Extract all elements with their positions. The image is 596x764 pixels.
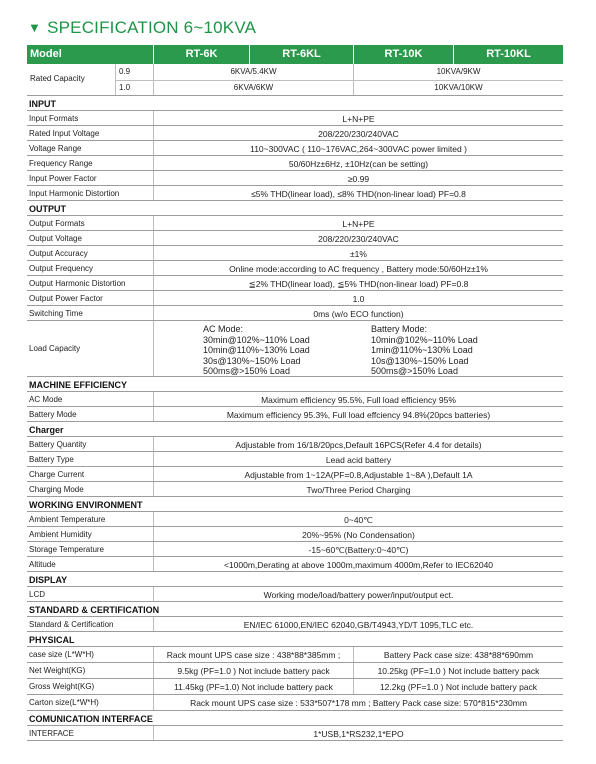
- spec-value: Maximum efficiency 95.3%, Full load effciency 94.8%(20pcs batteries): [226, 410, 491, 420]
- page-title: [28, 18, 256, 38]
- spec-row: [27, 156, 563, 171]
- section-title: DISPLAY: [29, 575, 68, 585]
- spec-label: Output Frequency: [29, 264, 94, 273]
- spec-row: [27, 276, 563, 291]
- spec-label: Net Weight(KG): [29, 666, 86, 675]
- section-input: [27, 96, 563, 111]
- capacity-10k-value: 10KVA/10KW: [434, 83, 483, 92]
- section-title: WORKING ENVIRONMENT: [29, 500, 143, 510]
- section-charger: [27, 422, 563, 437]
- spec-value: Online mode:according to AC frequency , Battery mode:50/60Hz±1%: [229, 264, 488, 274]
- spec-label: Output Power Factor: [29, 294, 103, 303]
- spec-label: Output Harmonic Distortion: [29, 279, 126, 288]
- section-title: COMUNICATION INTERFACE: [29, 714, 153, 724]
- spec-row: [27, 231, 563, 246]
- spec-label: Charging Mode: [29, 485, 84, 494]
- section-title: INPUT: [29, 99, 56, 109]
- spec-value: 1*USB,1*RS232,1*EPO: [313, 729, 404, 739]
- spec-row: [27, 542, 563, 557]
- spec-value: 208/220/230/240VAC: [318, 234, 399, 244]
- load-line: 30s@130%~150% Load: [203, 355, 301, 366]
- spec-value: Maximum efficiency 95.5%, Full load efficiency 95%: [261, 395, 456, 405]
- load-line: 1min@110%~130% Load: [371, 345, 473, 355]
- load-line: 500ms@>150% Load: [203, 366, 290, 376]
- spec-row: [27, 647, 563, 663]
- spec-value: -15~60℃(Battery:0~40℃): [308, 545, 409, 555]
- spec-row: [27, 407, 563, 422]
- divider: [115, 80, 563, 81]
- spec-value: Adjustable from 1~12A(PF=0.8,Adjustable 1~8A ),Default 1A: [244, 470, 473, 480]
- section-display: [27, 572, 563, 587]
- header-col-rt6k: RT-6K: [185, 48, 218, 60]
- spec-value: ≦2% THD(linear load), ≦5% THD(non-linear load) PF=0.8: [248, 279, 469, 289]
- spec-label: Ambient Humidity: [29, 530, 92, 539]
- spec-row: [27, 141, 563, 156]
- spec-row: [27, 111, 563, 126]
- spec-row: [27, 617, 563, 632]
- header-col-rt6kl: RT-6KL: [282, 48, 321, 60]
- spec-value: Two/Three Period Charging: [306, 485, 411, 495]
- section-interface: [27, 711, 563, 726]
- spec-label: AC Mode: [29, 395, 63, 404]
- spec-label: Output Accuracy: [29, 249, 88, 258]
- spec-row: [27, 527, 563, 542]
- load-line: 10min@102%~110% Load: [371, 334, 478, 345]
- spec-label: Battery Quantity: [29, 440, 87, 449]
- spec-label: Ambient Temperature: [29, 515, 106, 524]
- spec-label: case size (L*W*H): [29, 650, 94, 659]
- pf-value: 0.9: [119, 67, 131, 76]
- spec-label: LCD: [29, 590, 46, 599]
- section-working-environment: [27, 497, 563, 512]
- section-title: STANDARD & CERTIFICATION: [29, 605, 160, 615]
- spec-label: Charge Current: [29, 470, 85, 479]
- load-line: 500ms@>150% Load: [371, 366, 458, 376]
- spec-value-10k: Battery Pack case size: 438*88*690mm: [383, 650, 534, 660]
- capacity-10k-value: 10KVA/9KW: [436, 67, 481, 76]
- spec-label: Gross Weight(KG): [29, 682, 95, 691]
- header-model: Model: [30, 48, 62, 60]
- spec-value: ≤5% THD(linear load), ≤8% THD(non-linear load) PF=0.8: [251, 189, 466, 199]
- section-title: MACHINE EFFICIENCY: [29, 380, 128, 390]
- header-col-rt10kl: RT-10KL: [486, 48, 531, 60]
- spec-label: Output Formats: [29, 219, 85, 228]
- rated-capacity-row: [27, 64, 563, 96]
- section-output: [27, 201, 563, 216]
- load-ac-mode: [203, 324, 310, 377]
- rated-capacity-label: Rated Capacity: [30, 74, 85, 83]
- spec-value: L+N+PE: [342, 219, 375, 229]
- spec-label: Switching Time: [29, 309, 83, 318]
- spec-row: [27, 679, 563, 695]
- spec-value-10k: 10.25kg (PF=1.0 ) Not include battery pack: [377, 666, 540, 676]
- spec-row: [27, 663, 563, 679]
- spec-value: 208/220/230/240VAC: [318, 129, 399, 139]
- pf-value: 1.0: [119, 83, 131, 92]
- spec-label: Battery Mode: [29, 410, 77, 419]
- spec-value-6k: Rack mount UPS case size : 438*88*385mm ;: [166, 650, 341, 660]
- spec-label: Altitude: [29, 560, 56, 569]
- spec-row: [27, 587, 563, 602]
- spec-value: Working mode/load/battery power/input/output ect.: [263, 590, 454, 600]
- load-battery-mode: [371, 324, 478, 377]
- load-line: 10s@130%~150% Load: [371, 355, 469, 366]
- capacity-6k-value: 6KVA/6KW: [233, 83, 274, 92]
- spec-row: [27, 216, 563, 231]
- section-standard: [27, 602, 563, 617]
- spec-row: [27, 171, 563, 186]
- spec-value: Rack mount UPS case size : 533*507*178 mm ; Battery Pack case size: 570*815*230mm: [190, 698, 527, 708]
- spec-label: Standard & Certification: [29, 620, 114, 629]
- spec-label: Input Power Factor: [29, 174, 97, 183]
- load-line: 10min@110%~130% Load: [203, 345, 310, 355]
- spec-value: 0ms (w/o ECO function): [313, 309, 404, 319]
- spec-value-6k: 11.45kg (PF=1.0) Not include battery pack: [174, 682, 333, 692]
- spec-label: Input Harmonic Distortion: [29, 189, 120, 198]
- spec-row: [27, 186, 563, 201]
- spec-row: [27, 392, 563, 407]
- load-capacity-row: [27, 321, 563, 377]
- spec-label: Storage Temperature: [29, 545, 105, 554]
- spec-row-carton-size: [27, 695, 563, 711]
- spec-label: Battery Type: [29, 455, 74, 464]
- spec-value: 0~40℃: [344, 515, 373, 525]
- spec-row: [27, 261, 563, 276]
- title-text: SPECIFICATION 6~10KVA: [47, 18, 257, 37]
- spec-row: [27, 467, 563, 482]
- spec-label: Rated Input Voltage: [29, 129, 100, 138]
- spec-label: INTERFACE: [29, 729, 74, 738]
- spec-value: Adjustable from 16/18/20pcs,Default 16PCS(Refer 4.4 for details): [235, 440, 482, 450]
- spec-table: [27, 45, 563, 741]
- spec-row: [27, 452, 563, 467]
- load-line: Battery Mode:: [371, 324, 428, 334]
- spec-label: Input Formats: [29, 114, 79, 123]
- spec-value: L+N+PE: [342, 114, 375, 124]
- spec-value: 110~300VAC ( 110~176VAC,264~300VAC power limited ): [250, 144, 467, 154]
- spec-value-6k: 9.5kg (PF=1.0 ) Not include battery pack: [177, 666, 330, 676]
- section-physical: [27, 632, 563, 647]
- spec-value: ≥0.99: [347, 174, 370, 184]
- spec-row: [27, 437, 563, 452]
- spec-row: [27, 726, 563, 741]
- spec-row: [27, 557, 563, 572]
- spec-label: Voltage Range: [29, 144, 82, 153]
- load-line: AC Mode:: [203, 324, 244, 334]
- capacity-6k-value: 6KVA/5.4KW: [230, 67, 277, 76]
- load-line: 30min@102%~110% Load: [203, 334, 310, 345]
- spec-value: 50/60Hz±6Hz, ±10Hz(can be setting): [288, 159, 429, 169]
- spec-value: Lead acid battery: [325, 455, 392, 465]
- spec-value: <1000m,Derating at above 1000m,maximum 4000m,Refer to IEC62040: [223, 560, 494, 570]
- spec-value-10k: 12.2kg (PF=1.0 ) Not include battery pack: [379, 682, 538, 692]
- header-col-rt10k: RT-10K: [384, 48, 423, 60]
- triangle-down-icon: ▼: [28, 20, 42, 35]
- spec-label: Output Voltage: [29, 234, 82, 243]
- spec-value: 1.0: [352, 294, 365, 304]
- spec-row: [27, 291, 563, 306]
- spec-row: [27, 126, 563, 141]
- spec-label: Frequency Range: [29, 159, 93, 168]
- section-machine-efficiency: [27, 377, 563, 392]
- spec-label: Carton size(L*W*H): [29, 698, 99, 707]
- spec-value: ±1%: [350, 249, 367, 259]
- section-title: OUTPUT: [29, 204, 66, 214]
- spec-row: [27, 306, 563, 321]
- section-title: PHYSICAL: [29, 635, 75, 645]
- section-title: Charger: [29, 425, 64, 435]
- spec-row: [27, 482, 563, 497]
- divider: [153, 321, 154, 376]
- spec-value: EN/IEC 61000,EN/IEC 62040,GB/T4943,YD/T 1095,TLC etc.: [243, 620, 474, 630]
- header-row: [27, 45, 563, 64]
- spec-row: [27, 246, 563, 261]
- spec-value: 20%~95% (No Condensation): [302, 530, 415, 540]
- load-capacity-label: Load Capacity: [29, 344, 81, 353]
- spec-row: [27, 512, 563, 527]
